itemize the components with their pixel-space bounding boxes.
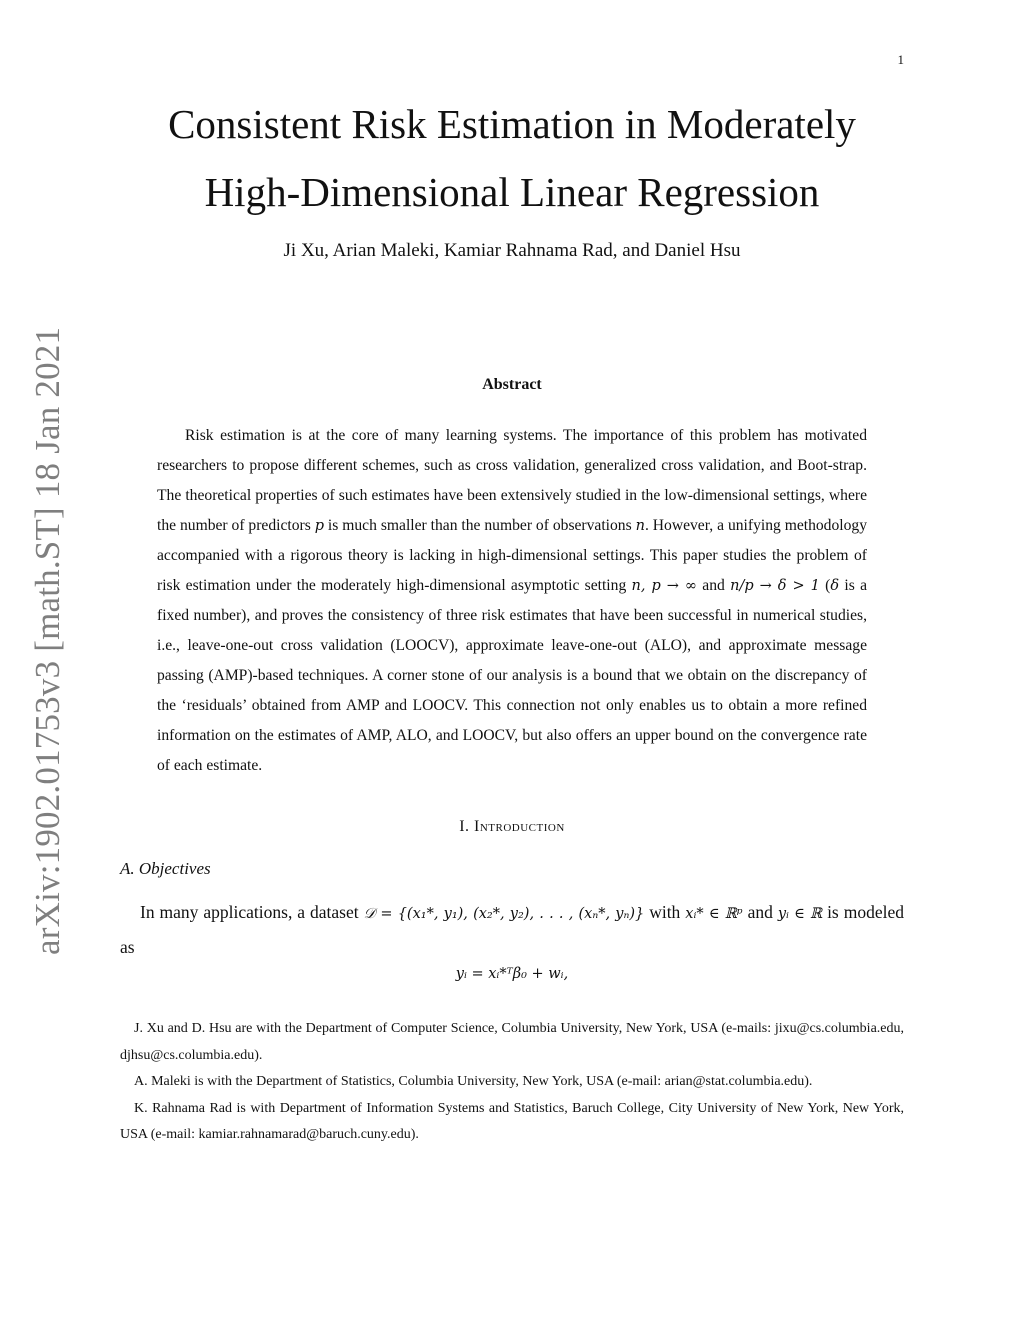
section-number: I. (459, 818, 470, 835)
math-x-domain: xᵢ* ∈ ℝᵖ (685, 906, 743, 922)
intro-text-2: with (644, 902, 686, 922)
intro-text (120, 896, 904, 964)
abstract-paragraph (157, 421, 867, 781)
paper-title (0, 90, 1024, 226)
author-list: Ji Xu, Arian Maleki, Kamiar Rahnama Rad, and Daniel Hsu (283, 240, 741, 261)
abstract-text-2: is much smaller than the number of observations (324, 517, 636, 534)
math-y-domain: yᵢ ∈ ℝ (777, 906, 823, 922)
math-p: p (314, 518, 325, 534)
subsection-heading: A. Objectives (120, 859, 211, 878)
title-line-2: High-Dimensional Linear Regression (204, 169, 820, 215)
arxiv-stamp: arXiv:1902.01753v3 [math.ST] 18 Jan 2021 (28, 326, 67, 955)
abstract-text-5: ( (819, 577, 831, 594)
math-delta: δ (830, 578, 840, 594)
math-dataset: 𝒟 = {(x₁*, y₁), (x₂*, y₂), . . . , (xₙ*, yₙ)} (363, 906, 645, 922)
footnote: A. Maleki is with the Department of Statistics, Columbia University, New York, USA (e-mail: arian@stat.columbia.edu). (134, 1074, 813, 1089)
math-limit: n, p → ∞ (631, 578, 697, 594)
intro-paragraph (120, 896, 904, 964)
abstract-text-6: is a fixed number), and proves the consistency of three risk estimates that have been successful in numerical studies, i.e., leave-one-out cross validation (LOOCV), approximate leave-one-out (ALO), and approximate message passing (AMP)-based techniques. A corner stone of our analysis is a bound that we obtain on the discrepancy of the ‘residuals’ obtained from AMP and LOOCV. This connection not only enables us to obtain a more refined information on the estimates of AMP, ALO, and LOOCV, but also offers an upper bound on the convergence rate of each estimate. (157, 577, 867, 774)
section-title: Introduction (474, 818, 565, 835)
intro-text-1: In many applications, a dataset (140, 902, 364, 922)
footnote: K. Rahnama Rad is with Department of Information Systems and Statistics, Baruch College, City University of New York, New York, USA (e-mail: kamiar.rahnamarad@baruch.cuny.edu). (120, 1100, 904, 1142)
intro-text-3: and (742, 902, 778, 922)
abstract-text (157, 421, 867, 781)
math-ratio: n/p → δ > 1 (730, 578, 820, 594)
model-equation (0, 962, 1024, 983)
footnote: J. Xu and D. Hsu are with the Department of Computer Science, Columbia University, New York, USA (e-mails: jixu@cs.columbia.edu, djhsu@cs.columbia.edu). (120, 1021, 904, 1063)
equation-text: yᵢ = xᵢ*ᵀβ₀ + wᵢ, (455, 966, 569, 982)
abstract-heading: Abstract (482, 376, 542, 393)
page-number: 1 (897, 52, 904, 67)
section-heading (0, 818, 1024, 836)
abstract-text-4: and (697, 577, 731, 594)
abstract-text-3: . However, a unifying methodology accompanied with a rigorous theory is lacking in high-dimensional settings. This paper studies the problem of risk estimation under the moderately high-dimensional asymptotic setting (157, 517, 868, 594)
footnotes (120, 1016, 904, 1149)
title-line-1: Consistent Risk Estimation in Moderately (168, 101, 856, 147)
intro-text-4: is modeled as (120, 902, 904, 957)
math-n: n (635, 518, 645, 534)
abstract-text-1: Risk estimation is at the core of many learning systems. The importance of this problem has motivated researchers to propose different schemes, such as cross validation, generalized cross validation, and Boot-strap. The theoretical properties of such estimates have been extensively studied in the low-dimensional settings, where the number of predictors (157, 427, 867, 534)
